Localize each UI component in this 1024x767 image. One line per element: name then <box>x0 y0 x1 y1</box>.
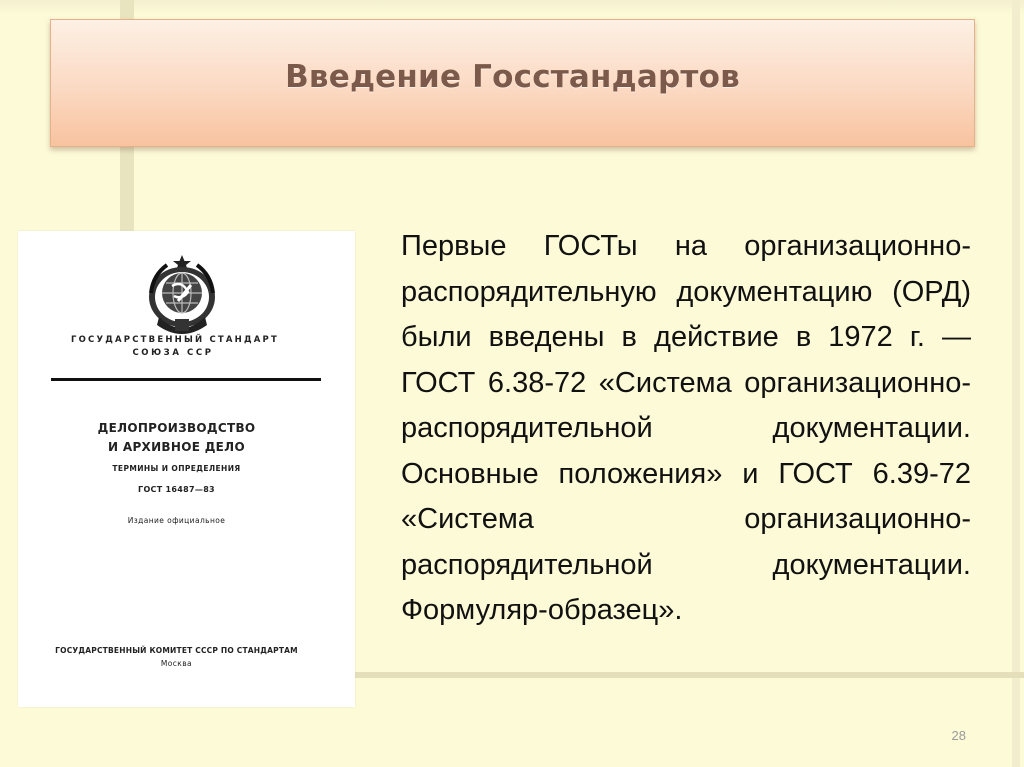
template-right-edge <box>1012 0 1020 767</box>
gost-document-cover <box>18 231 355 707</box>
template-top-band <box>0 0 1024 14</box>
cover-publisher: ГОСУДАРСТВЕННЫЙ КОМИТЕТ СССР ПО СТАНДАРТАМ <box>55 646 298 655</box>
cover-title-line1: ДЕЛОПРОИЗВОДСТВО <box>97 421 256 435</box>
page-number: 28 <box>951 728 966 743</box>
ussr-emblem-icon <box>145 253 219 337</box>
cover-header-line2: СОЮЗА ССР <box>132 348 214 358</box>
title-banner <box>50 19 975 147</box>
cover-header-line1: ГОСУДАРСТВЕННЫЙ СТАНДАРТ <box>71 335 279 345</box>
cover-city: Москва <box>160 659 193 668</box>
cover-gost-number: ГОСТ 16487—83 <box>138 485 215 494</box>
template-horizontal-line <box>355 672 1024 678</box>
cover-edition: Издание официальное <box>127 516 226 525</box>
slide-body-text: Первые ГОСТы на организационно-распорядительную документацию (ОРД) были введены в действие в 1972 г. — ГОСТ 6.38-72 «Система организационно-распорядительной документации. Основные положения» и ГОСТ 6.39-72 «Система организационно-распорядительной документации. Формуляр-образец». <box>401 230 971 626</box>
slide-title: Введение Госстандартов <box>285 59 740 95</box>
cover-title-line2: И АРХИВНОЕ ДЕЛО <box>108 440 245 454</box>
cover-divider <box>51 378 321 381</box>
cover-subtitle: ТЕРМИНЫ И ОПРЕДЕЛЕНИЯ <box>112 464 241 473</box>
